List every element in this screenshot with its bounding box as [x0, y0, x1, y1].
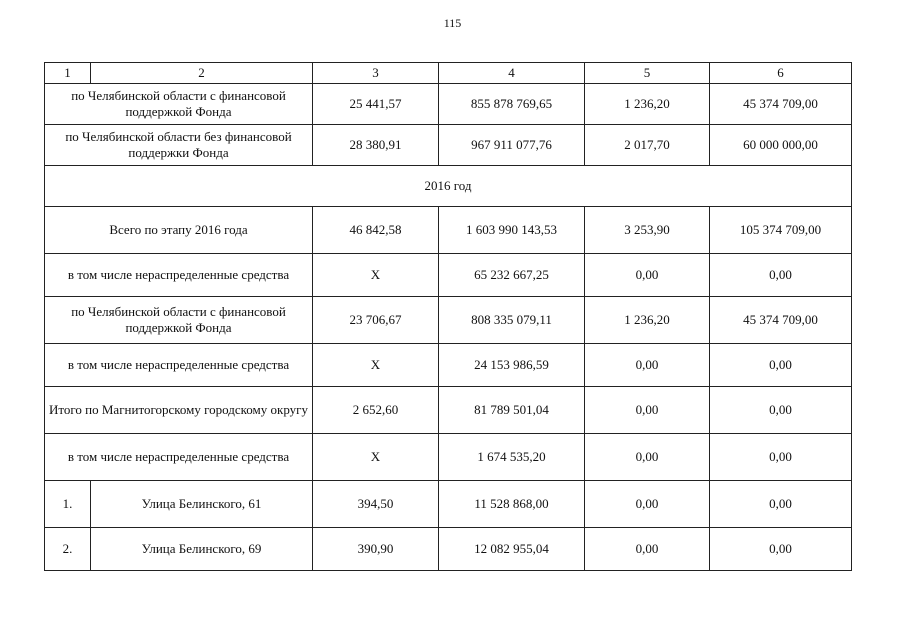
table-row	[45, 434, 852, 481]
cell-c5: 0,00	[585, 528, 710, 571]
cell-c4: 808 335 079,11	[439, 297, 585, 344]
column-header: 5	[585, 63, 710, 84]
cell-c4: 11 528 868,00	[439, 481, 585, 528]
cell-c6: 105 374 709,00	[710, 207, 852, 254]
cell-c6: 0,00	[710, 528, 852, 571]
row-label: в том числе нераспределенные средства	[45, 254, 313, 297]
column-header: 4	[439, 63, 585, 84]
row-label: по Челябинской области без финансовой поддержки Фонда	[45, 125, 313, 166]
section-heading: 2016 год	[45, 166, 852, 207]
page-number: 115	[443, 16, 462, 30]
cell-c3: 23 706,67	[313, 297, 439, 344]
cell-c6: 0,00	[710, 434, 852, 481]
cell-c4: 65 232 667,25	[439, 254, 585, 297]
cell-c5: 3 253,90	[585, 207, 710, 254]
cell-c6: 45 374 709,00	[710, 84, 852, 125]
column-header: 1	[45, 63, 91, 84]
row-number: 2.	[45, 528, 91, 571]
section-row	[45, 166, 852, 207]
cell-c4: 1 603 990 143,53	[439, 207, 585, 254]
row-label: по Челябинской области с финансовой поддержкой Фонда	[45, 297, 313, 344]
cell-c6: 0,00	[710, 254, 852, 297]
cell-c5: 0,00	[585, 344, 710, 387]
cell-c3: 394,50	[313, 481, 439, 528]
row-label: по Челябинской области с финансовой поддержкой Фонда	[45, 84, 313, 125]
cell-c5: 1 236,20	[585, 84, 710, 125]
cell-c5: 0,00	[585, 387, 710, 434]
cell-c5: 0,00	[585, 434, 710, 481]
row-label: Улица Белинского, 69	[91, 528, 313, 571]
cell-c4: 81 789 501,04	[439, 387, 585, 434]
cell-c3: Х	[313, 434, 439, 481]
cell-c3: 2 652,60	[313, 387, 439, 434]
cell-c3: 390,90	[313, 528, 439, 571]
table-row	[45, 84, 852, 125]
row-label: Улица Белинского, 61	[91, 481, 313, 528]
row-label: Итого по Магнитогорскому городскому округу	[45, 387, 313, 434]
table-row	[45, 125, 852, 166]
cell-c6: 0,00	[710, 481, 852, 528]
cell-c5: 1 236,20	[585, 297, 710, 344]
table-row	[45, 528, 852, 571]
cell-c5: 0,00	[585, 254, 710, 297]
cell-c6: 0,00	[710, 387, 852, 434]
cell-c6: 45 374 709,00	[710, 297, 852, 344]
cell-c4: 24 153 986,59	[439, 344, 585, 387]
cell-c3: 46 842,58	[313, 207, 439, 254]
table-row	[45, 254, 852, 297]
table-row	[45, 387, 852, 434]
table-row	[45, 297, 852, 344]
row-label: в том числе нераспределенные средства	[45, 344, 313, 387]
cell-c4: 12 082 955,04	[439, 528, 585, 571]
column-header: 6	[710, 63, 852, 84]
cell-c4: 1 674 535,20	[439, 434, 585, 481]
cell-c3: Х	[313, 254, 439, 297]
cell-c4: 855 878 769,65	[439, 84, 585, 125]
table-row	[45, 481, 852, 528]
cell-c4: 967 911 077,76	[439, 125, 585, 166]
column-header: 3	[313, 63, 439, 84]
row-number: 1.	[45, 481, 91, 528]
cell-c3: 25 441,57	[313, 84, 439, 125]
table-row	[45, 207, 852, 254]
column-header: 2	[91, 63, 313, 84]
cell-c3: Х	[313, 344, 439, 387]
data-table	[44, 62, 852, 571]
cell-c3: 28 380,91	[313, 125, 439, 166]
table-row	[45, 344, 852, 387]
cell-c5: 0,00	[585, 481, 710, 528]
cell-c6: 0,00	[710, 344, 852, 387]
header-row	[45, 63, 852, 84]
cell-c6: 60 000 000,00	[710, 125, 852, 166]
cell-c5: 2 017,70	[585, 125, 710, 166]
row-label: Всего по этапу 2016 года	[45, 207, 313, 254]
row-label: в том числе нераспределенные средства	[45, 434, 313, 481]
